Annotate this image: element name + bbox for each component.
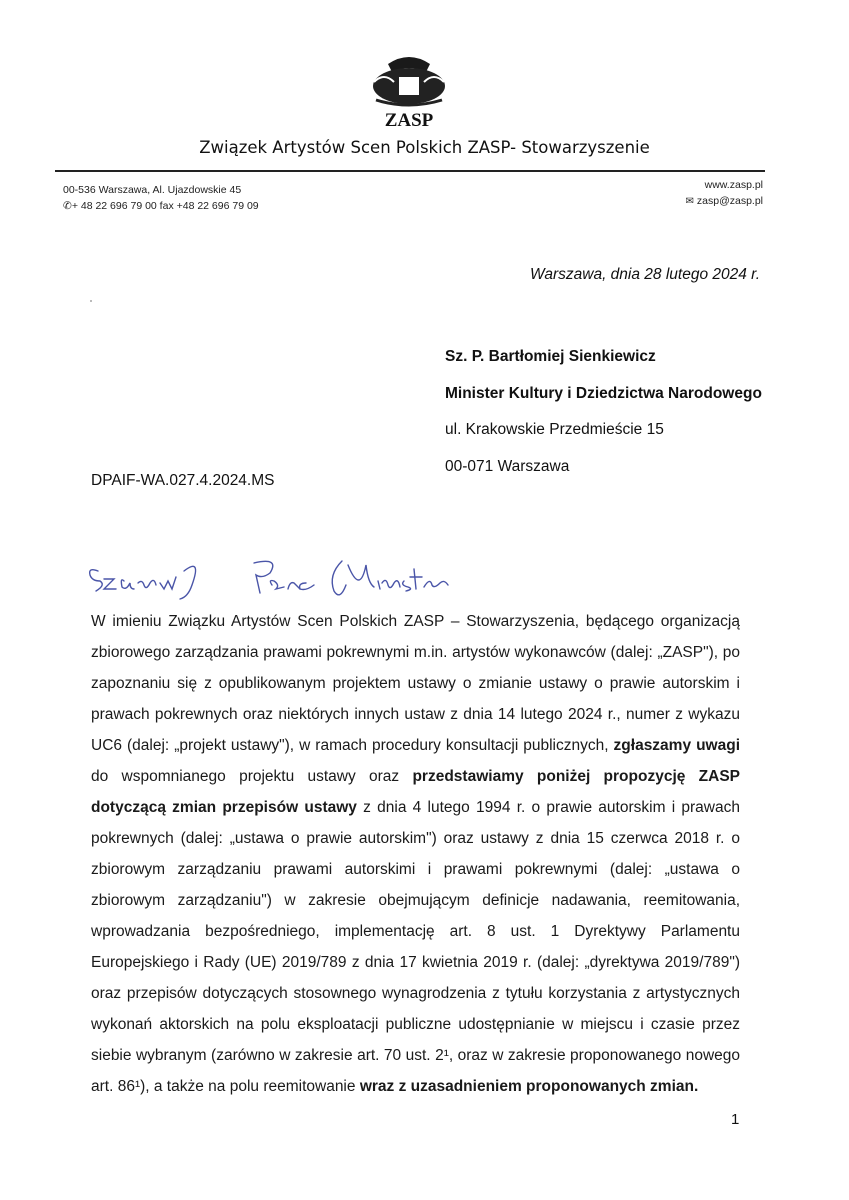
page-number: 1 [731,1111,740,1128]
scan-speck [90,300,92,302]
recipient-title: Minister Kultury i Dziedzictwa Narodowego [445,384,762,402]
address-line: 00-536 Warszawa, Al. Ujazdowskie 45 [63,184,242,196]
recipient-name: Sz. P. Bartłomiej Sienkiewicz [445,348,656,365]
body-text-part1: W imieniu Związku Artystów Scen Polskich ZASP – Stowarzyszenia, będącego organizacją zbiorowego zarządzania prawami pokrewnymi m.in. artystów wykonawców (dalej: „ZASP"), po zapoznaniu się z opublikowanym projektem ustawy o zmianie ustawy o prawie autorskim i prawach pokrewnych oraz niektórych innych ustaw z dnia 14 lutego 2024 r., numer z wykazu UC6 (dalej: „projekt ustawy"), w ramach procedury konsultacji publicznych, [91,613,740,754]
recipient-city: 00-071 Warszawa [445,457,570,475]
recipient-address [445,339,762,485]
recipient-street: ul. Krakowskie Przedmieście 15 [445,421,664,438]
email-link[interactable]: zasp@zasp.pl [696,195,763,207]
organization-name: Związek Artystów Scen Polskich ZASP- Stowarzyszenie [199,138,650,157]
body-bold-3: wraz z uzasadnieniem proponowanych zmian. [359,1078,699,1095]
email-line[interactable] [686,193,764,210]
phone-line: ✆+ 48 22 696 79 00 fax +48 22 696 79 09 [63,200,259,212]
envelope-icon: ✉ [685,196,694,207]
handwritten-greeting-text: Szanowny Panie Ministrze, [84,599,97,600]
body-bold-2: przedstawiamy poniżej propozycję ZASP dotyczącą zmian przepisów ustawy [91,768,740,816]
header-divider [55,170,765,172]
contact-address-block [63,182,259,214]
reference-number: DPAIF-WA.027.4.2024.MS [91,472,275,489]
handwritten-greeting [84,555,454,600]
letter-body [91,606,740,1102]
logo-emblem-center [398,76,420,96]
zasp-logo [366,52,452,130]
body-bold-1: zgłaszamy uwagi [613,737,740,754]
website-link[interactable]: www.zasp.pl [704,179,763,191]
contact-web-block [686,177,764,210]
phone-icon: ✆ [63,200,72,212]
letter-date: Warszawa, dnia 28 lutego 2024 r. [530,266,761,283]
logo-wordmark: ZASP [384,110,434,130]
body-text-part3: z dnia 4 lutego 1994 r. o prawie autorskim i prawach pokrewnych (dalej: „ustawa o prawie autorskim") oraz ustawy z dnia 15 czerwca 2018 r. o zbiorowym zarządzaniu prawami autorskimi i prawami pokrewnymi (dalej: „ustawa o zbiorowym zarządzaniu") w zakresie obejmującym definicje nadawania, reemitowania, wprowadzania bezpośredniego, implementację art. 8 ust. 1 Dyrektywy Parlamentu Europejskiego i Rady (UE) 2019/789 z dnia 17 kwietnia 2019 r. (dalej: „dyrektywa 2019/789") oraz przepisów dotyczących stosownego wynagrodzenia z tytułu korzystania z artystycznych wykonań aktorskich na polu eksploatacji publiczne udostępnianie w miejscu i czasie przez siebie wybranym (zarówno w zakresie art. 70 ust. 2¹, oraz w zakresie proponowanego nowego art. 86¹), a także na polu reemitowanie [91,799,740,1095]
body-text-part2: do wspomnianego projektu ustawy oraz [91,768,413,785]
